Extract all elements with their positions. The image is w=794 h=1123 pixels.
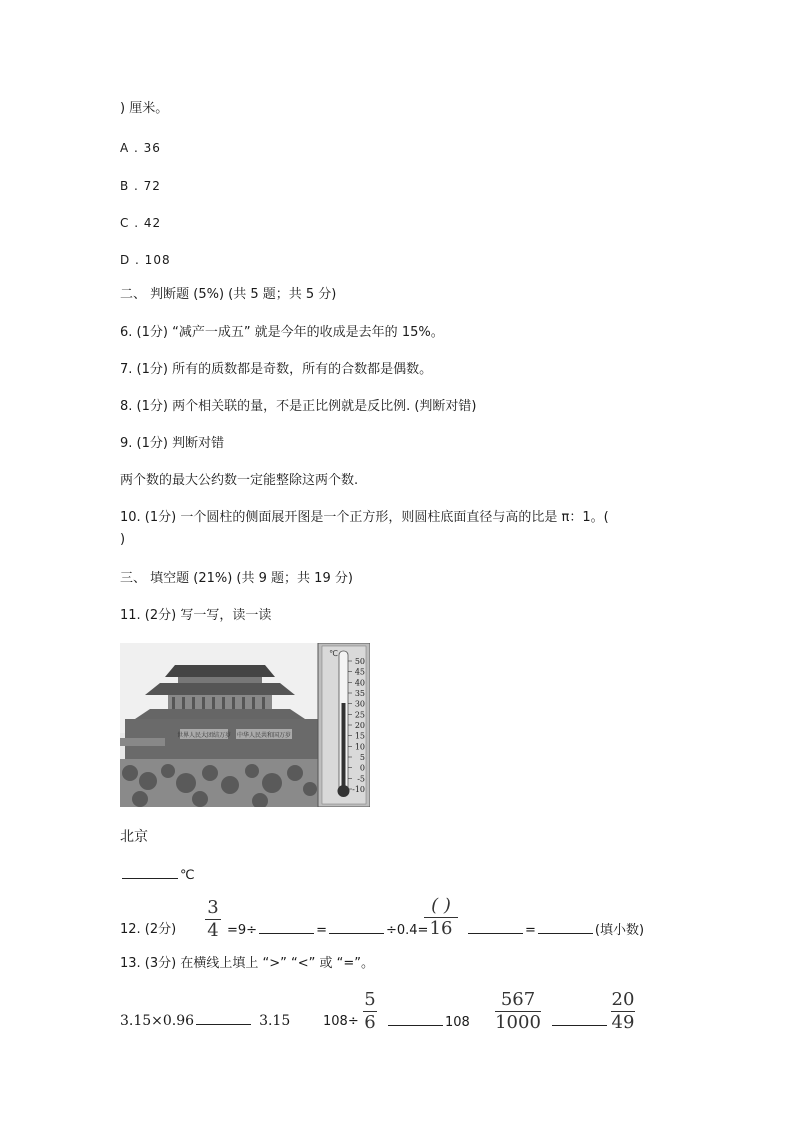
option-c: C . 42 [120,216,162,230]
thermometer-scale-label: 40 [354,678,365,688]
q12-text-1: =9÷ [227,923,258,938]
thermometer-scale-label: 10 [354,742,365,752]
thermometer-scale-label: 20 [354,721,365,730]
question-12-prefix: 12. (2分) [120,922,177,937]
fraction-denominator: 6 [364,1012,376,1033]
beijing-label: 北京 [120,829,148,845]
q12-blank-1[interactable] [259,921,314,934]
thermometer-scale-label: 25 [354,710,365,720]
q13-fraction-5-6 [363,990,377,1033]
fraction-numerator: ( ) [431,895,451,916]
q13-item-a [120,1012,290,1030]
tiananmen-photo [120,643,370,807]
q13-a-left: 3.15×0.96 [120,1013,195,1029]
q13-b-blank[interactable] [388,1013,443,1026]
q13-item-b-left: 108÷ [323,1014,359,1029]
thermometer-scale-label: 45 [354,667,365,677]
question-10: 10. (1分) 一个圆柱的侧面展开图是一个正方形，则圆柱底面直径与高的比是 π：1。( [120,510,609,525]
gate-sign-right: 中华人民共和国万岁 [236,732,292,739]
q12-blank-4[interactable] [538,921,593,934]
q12-text-2: = [316,923,327,938]
section-3-heading: 三、 填空题 (21%) (共 9 题；共 19 分) [120,571,353,586]
fraction-denominator: 1000 [495,1012,541,1033]
q12-fraction-blank-16 [424,896,458,939]
q12-suffix: (填小数) [594,923,645,938]
option-d: D . 108 [120,253,171,267]
q5-tail: ) 厘米。 [120,101,169,116]
q12-equation [227,921,428,940]
fraction-numerator: 567 [500,989,536,1010]
option-b: B . 72 [120,179,161,193]
thermometer-scale-label: 30 [354,699,365,709]
thermometer-scale-label: 35 [354,689,365,698]
question-10-paren: ) [120,532,126,547]
tiananmen-thermometer-image [120,643,370,807]
temperature-blank[interactable] [122,866,178,879]
celsius-unit: ℃ [180,868,195,883]
q13-fraction-20-49 [611,990,635,1033]
question-11: 11. (2分) 写一写，读一读 [120,608,272,623]
q13-fraction-567-1000 [495,990,541,1033]
thermometer-scale-label: 50 [354,657,365,666]
q12-text-4: = [525,923,536,938]
thermometer-scale-label: 5 [359,753,365,762]
q12-equation-end [466,921,644,940]
fraction-numerator: 3 [207,897,219,918]
question-8: 8. (1分) 两个相关联的量，不是正比例就是反比例. (判断对错) [120,399,477,414]
temperature-answer [120,866,195,885]
q13-b-right: 108 [445,1015,470,1030]
question-13: 13. (3分) 在横线上填上 “>” “<” 或 “=”。 [120,956,374,971]
section-2-heading: 二、 判断题 (5%) (共 5 题；共 5 分) [120,287,337,302]
q13-c-blank[interactable] [552,1013,607,1026]
q13-a-blank[interactable] [196,1012,251,1025]
fraction-denominator: 16 [429,918,453,939]
thermometer-scale-label: 0 [359,763,365,773]
q13-a-right: 3.15 [259,1013,291,1029]
fraction-numerator: 5 [364,989,376,1010]
fraction-numerator: 20 [611,989,635,1010]
q12-text-3: ÷0.4= [385,923,429,938]
q13-c-blank-wrap [550,1013,609,1032]
fraction-denominator: 49 [611,1012,635,1033]
question-7: 7. (1分) 所有的质数都是奇数，所有的合数都是偶数。 [120,362,433,377]
question-9: 9. (1分) 判断对错 [120,436,225,451]
fraction-denominator: 4 [207,920,219,941]
thermometer-scale-label: -5 [357,774,365,784]
q12-fraction-3-4 [205,898,221,941]
thermometer-scale-label: -10 [352,785,365,794]
thermometer-scale-label: 15 [354,731,365,741]
q13-item-b-right [386,1013,470,1032]
question-6: 6. (1分) “减产一成五” 就是今年的收成是去年的 15%。 [120,325,444,340]
question-9-body: 两个数的最大公约数一定能整除这两个数. [120,473,359,488]
q12-blank-3[interactable] [468,921,523,934]
gate-sign-left: 世界人民大团结万岁 [176,732,232,739]
thermometer-unit: ℃ [329,649,338,658]
q12-blank-2[interactable] [329,921,384,934]
option-a: A . 36 [120,141,161,155]
